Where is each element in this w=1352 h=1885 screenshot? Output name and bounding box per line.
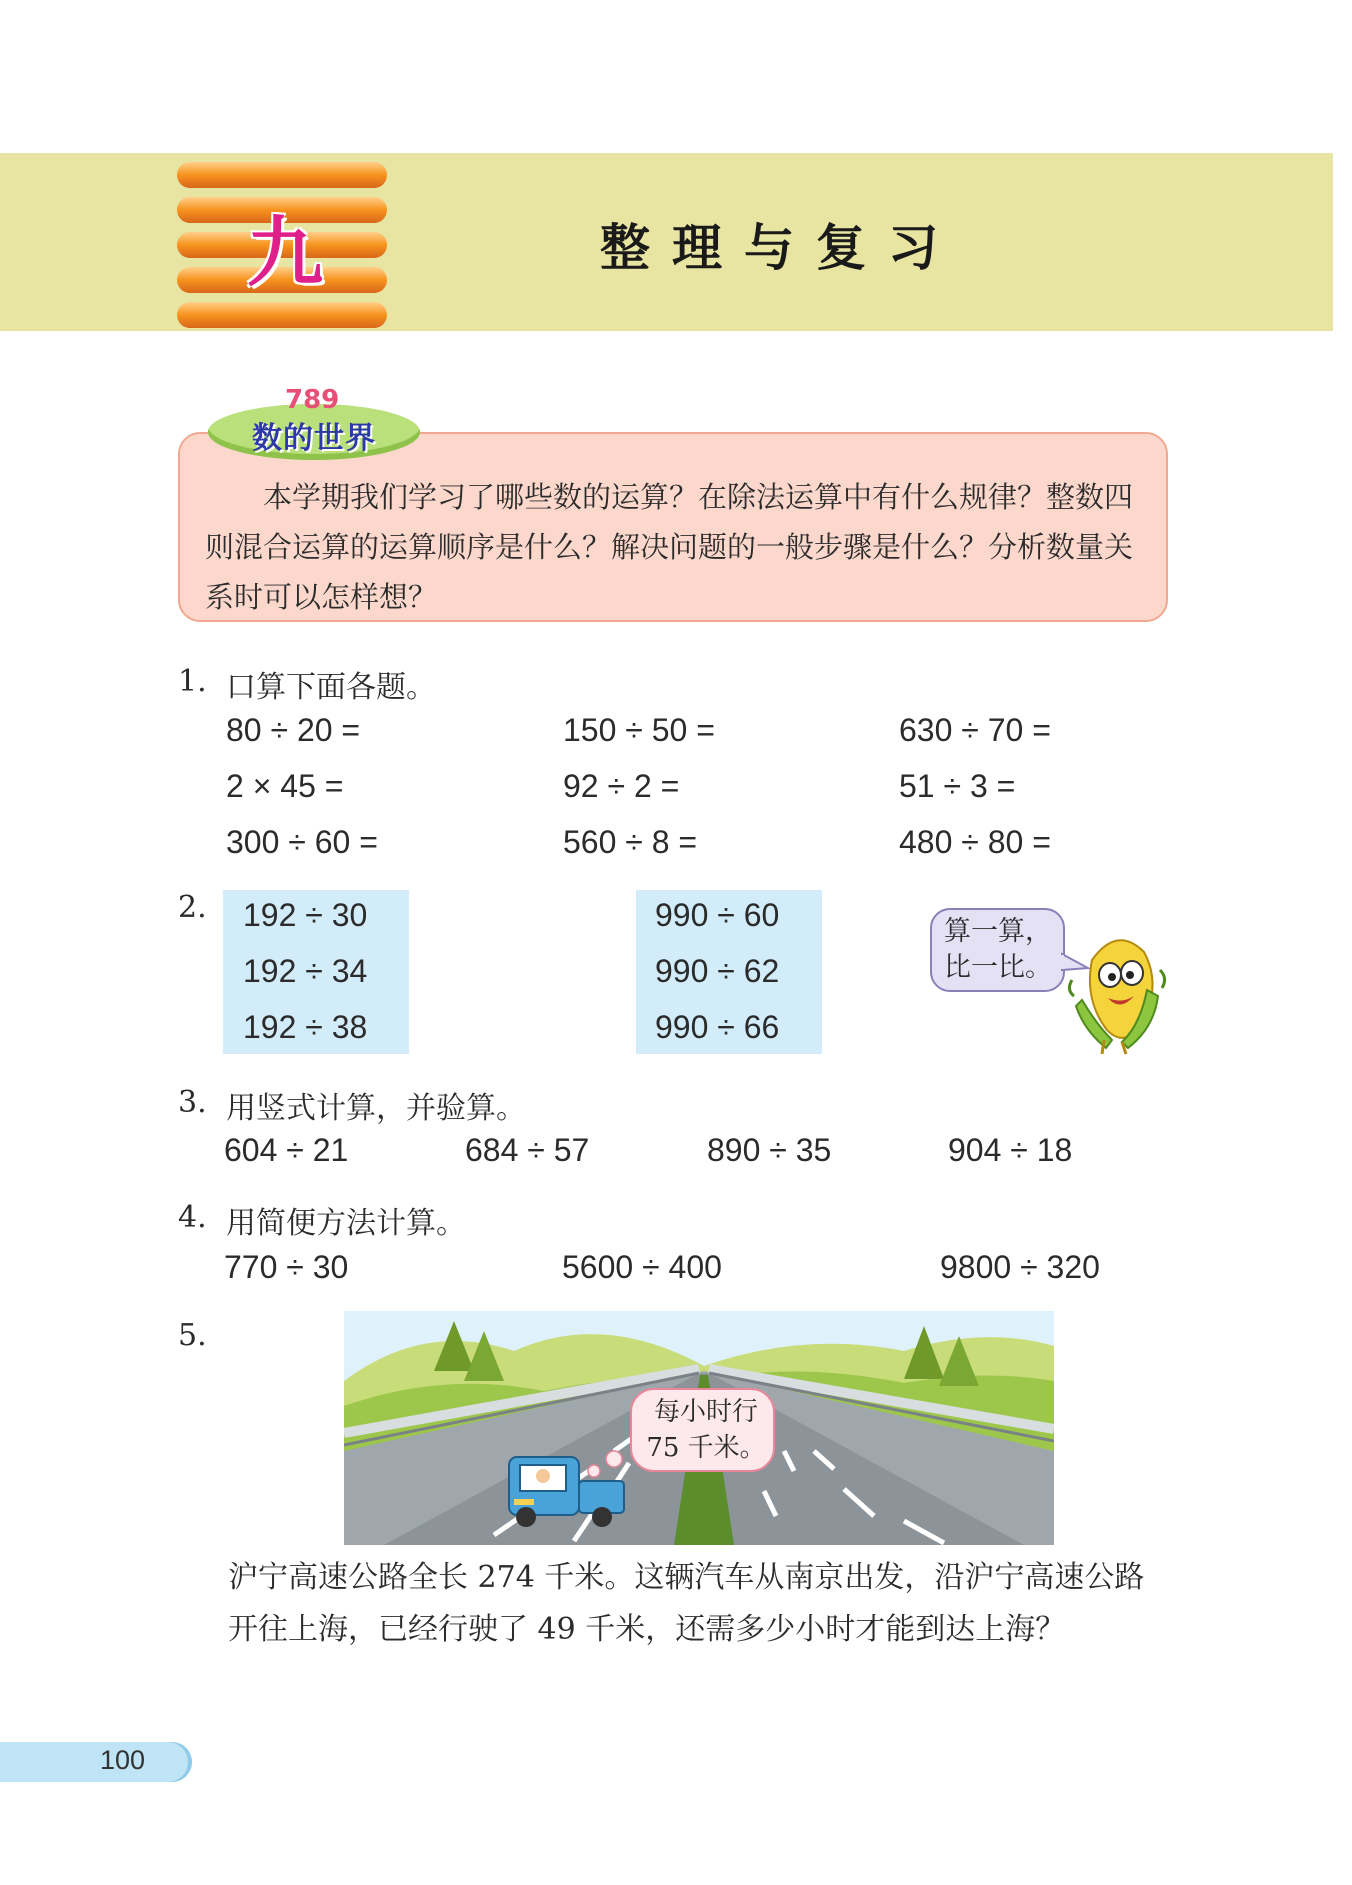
p1-item: 2 × 45 = bbox=[226, 768, 344, 804]
problem-4-title: 用简便方法计算。 bbox=[226, 1206, 466, 1241]
p1-item: 150 ÷ 50 = bbox=[563, 712, 715, 748]
problem-2-number: 2. bbox=[178, 890, 207, 925]
p2-item: 192 ÷ 38 bbox=[243, 1009, 368, 1045]
p2-item: 990 ÷ 66 bbox=[655, 1009, 780, 1045]
problem-5-text: 沪宁高速公路全长 274 千米。这辆汽车从南京出发，沿沪宁高速公路开往上海，已经行驶了 49 千米，还需多少小时才能到达上海？ bbox=[228, 1560, 1145, 1647]
problem-1-number: 1. bbox=[178, 664, 207, 699]
p1-item: 92 ÷ 2 = bbox=[563, 768, 680, 804]
chapter-title: 整理与复习 bbox=[600, 219, 960, 277]
p1-item: 80 ÷ 20 = bbox=[226, 712, 361, 748]
problem-3-number: 3. bbox=[178, 1085, 207, 1120]
p2-item: 192 ÷ 30 bbox=[243, 897, 368, 933]
speech-line: 比一比。 bbox=[944, 952, 1052, 983]
chapter-number: 九 bbox=[247, 208, 323, 297]
problem-1-title: 口算下面各题。 bbox=[226, 670, 436, 705]
p3-item: 890 ÷ 35 bbox=[707, 1132, 832, 1168]
p4-item: 9800 ÷ 320 bbox=[940, 1249, 1100, 1285]
p4-item: 770 ÷ 30 bbox=[224, 1249, 349, 1285]
badge-label: 数的世界 bbox=[252, 421, 376, 456]
p3-item: 604 ÷ 21 bbox=[224, 1132, 349, 1168]
speed-bubble-text bbox=[642, 1394, 770, 1466]
bubble-line: 每小时行 bbox=[653, 1397, 758, 1427]
p2-item: 192 ÷ 34 bbox=[243, 953, 368, 989]
p2-item: 990 ÷ 62 bbox=[655, 953, 780, 989]
p3-item: 904 ÷ 18 bbox=[948, 1132, 1073, 1168]
badge-digit: 789 bbox=[285, 385, 340, 414]
problem-3-title: 用竖式计算，并验算。 bbox=[226, 1091, 526, 1126]
p3-item: 684 ÷ 57 bbox=[465, 1132, 590, 1168]
p1-item: 300 ÷ 60 = bbox=[226, 824, 378, 860]
intro-text: 本学期我们学习了哪些数的运算？在除法运算中有什么规律？整数四则混合运算的运算顺序是什么？解决问题的一般步骤是什么？分析数量关系时可以怎样想？ bbox=[205, 480, 1134, 614]
p1-item: 480 ÷ 80 = bbox=[899, 824, 1051, 860]
problem-5-number: 5. bbox=[178, 1318, 207, 1353]
p2-item: 990 ÷ 60 bbox=[655, 897, 780, 933]
speech-line: 算一算， bbox=[944, 916, 1052, 947]
p1-item: 560 ÷ 8 = bbox=[563, 824, 698, 860]
p4-item: 5600 ÷ 400 bbox=[562, 1249, 722, 1285]
bubble-line: 75 千米。 bbox=[646, 1433, 766, 1463]
page-number: 100 bbox=[100, 1745, 146, 1775]
p1-item: 630 ÷ 70 = bbox=[899, 712, 1051, 748]
speech-text bbox=[944, 914, 1059, 986]
problem-4-number: 4. bbox=[178, 1200, 207, 1235]
corn-mascot-icon bbox=[1062, 930, 1172, 1055]
badge-digits-icon bbox=[275, 378, 385, 414]
p1-item: 51 ÷ 3 = bbox=[899, 768, 1016, 804]
